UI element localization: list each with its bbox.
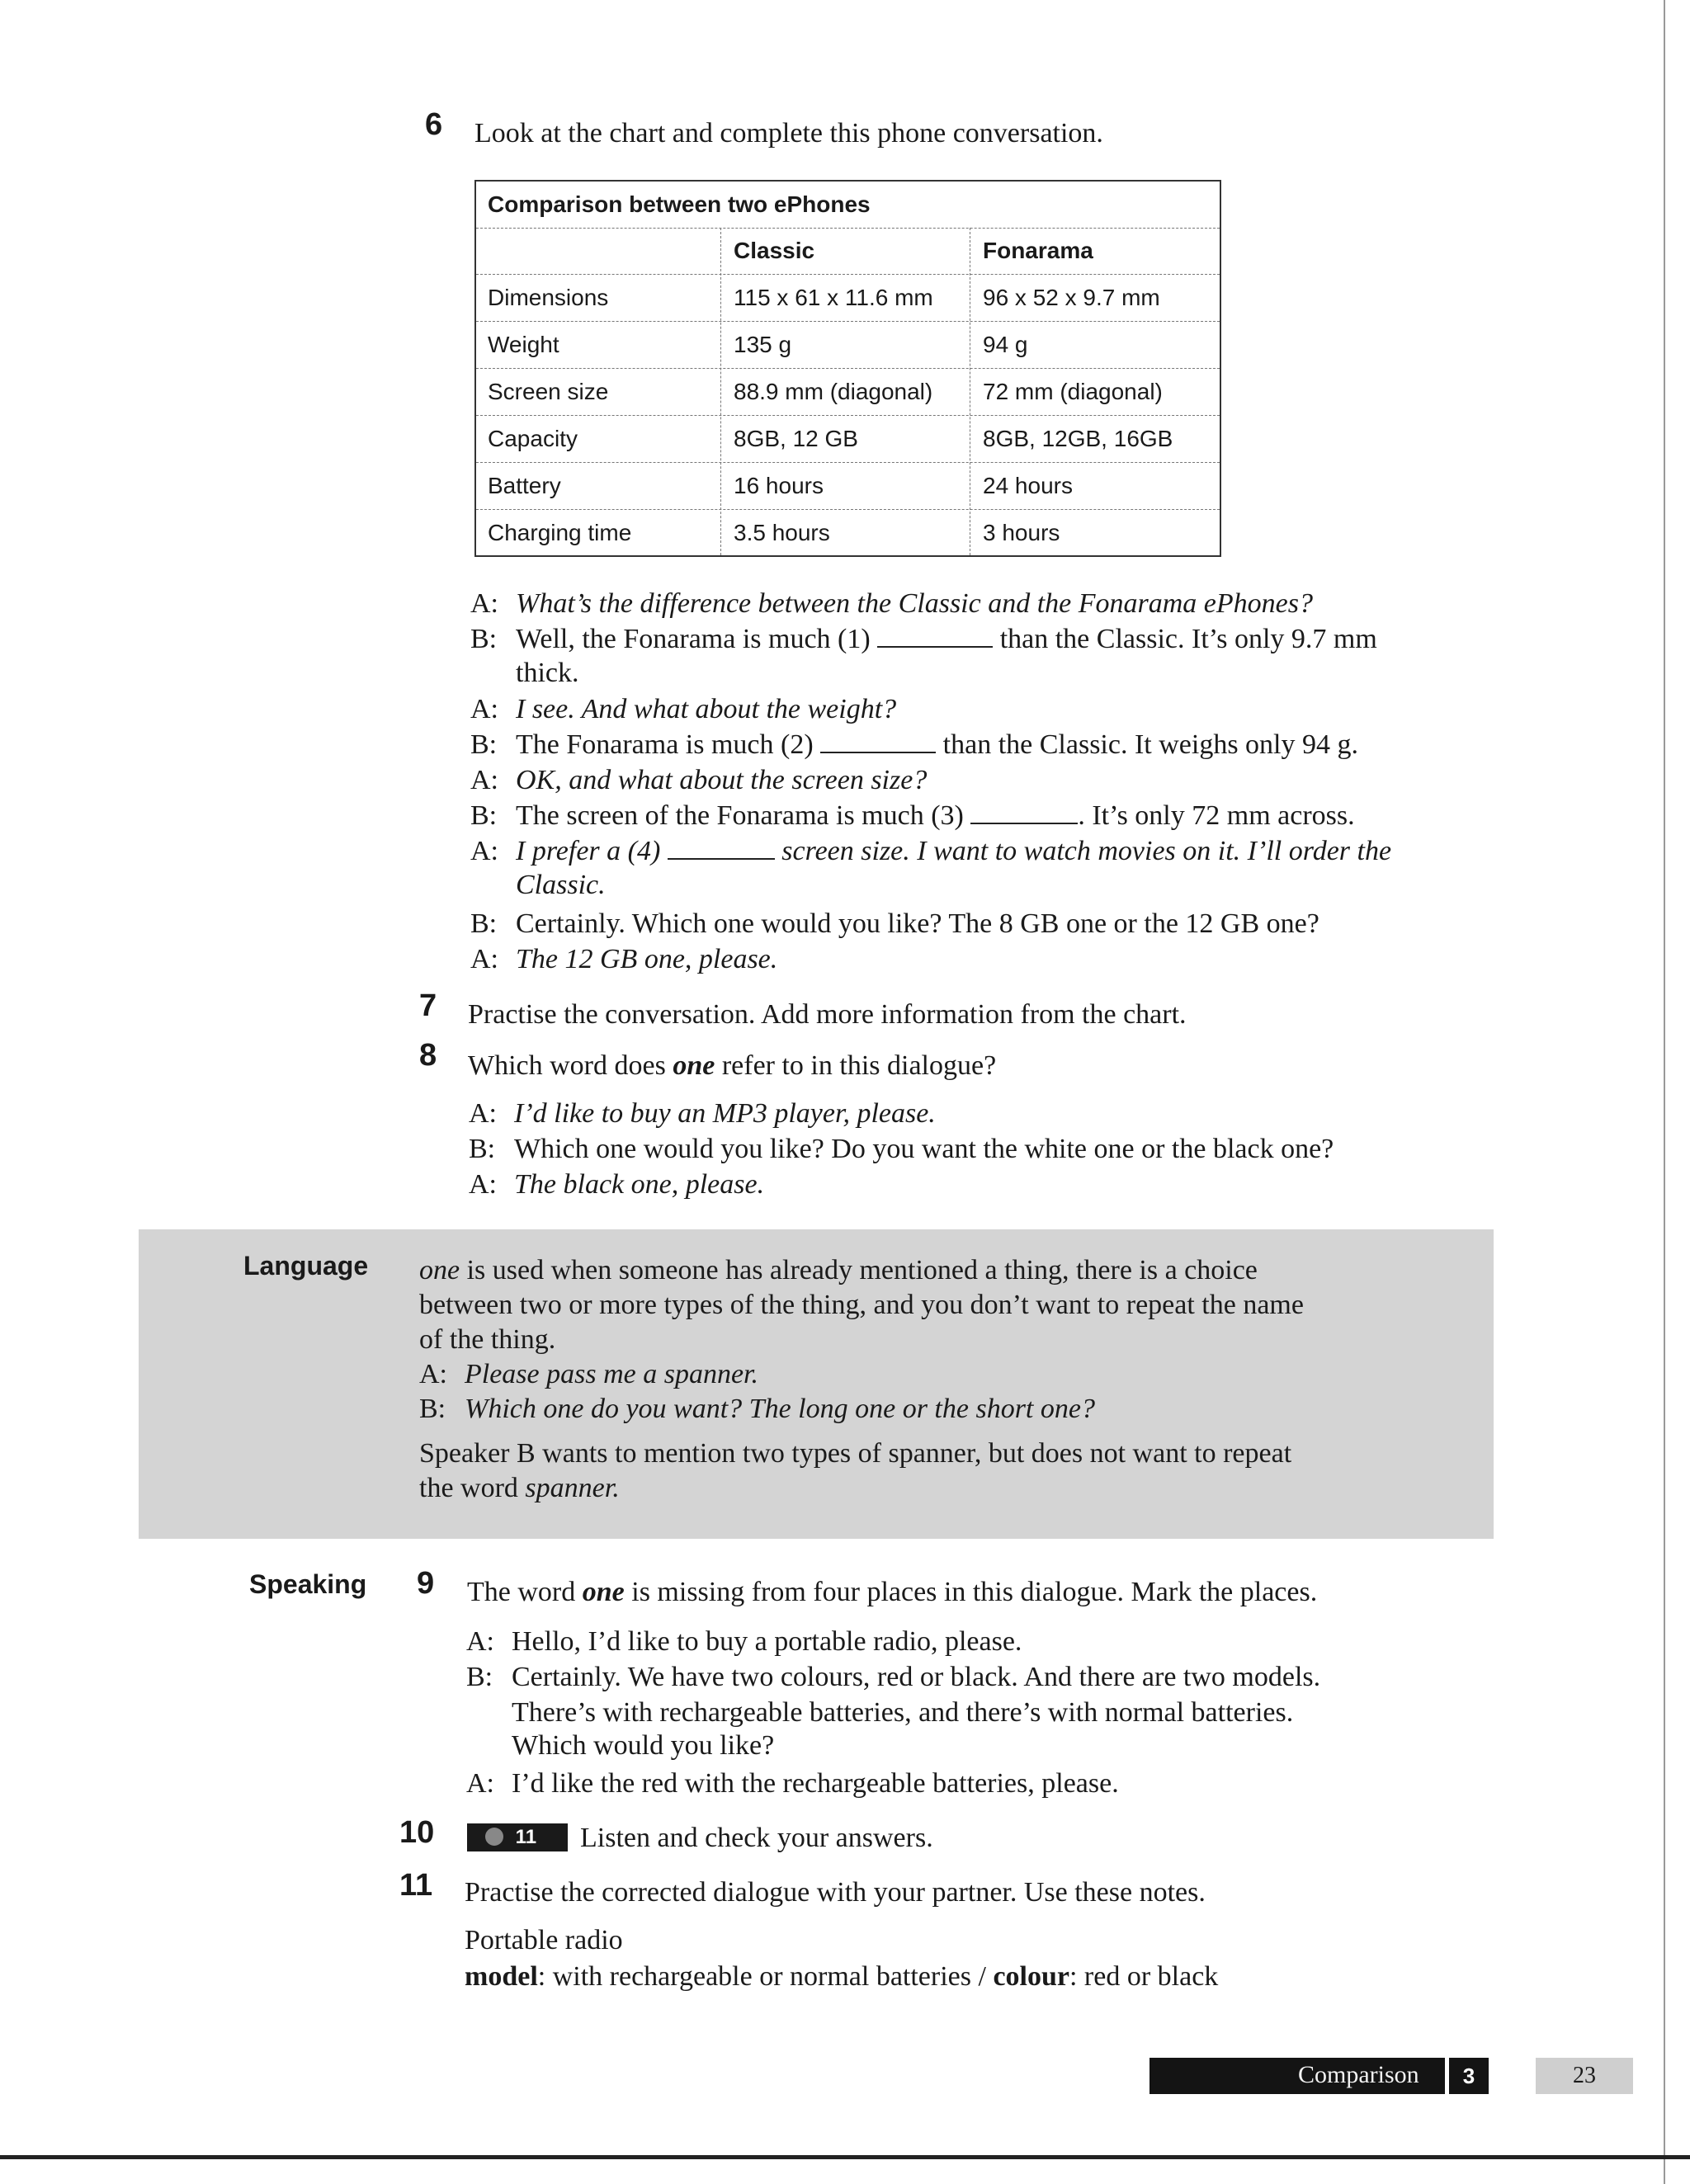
speaker-label: A: [419, 1359, 447, 1389]
dialogue-line: There’s with rechargeable batteries, and there’s with normal batteries. [512, 1697, 1294, 1728]
notes-label: model [465, 1961, 538, 1992]
speaking-label: Speaking [249, 1569, 367, 1599]
instruction-text: refer to in this dialogue? [721, 1050, 997, 1081]
dialogue-line: What’s the difference between the Classic and the Fonarama ePhones? [516, 588, 1313, 619]
dialogue-line: The black one, please. [514, 1169, 765, 1200]
footer-section-title: Comparison [1298, 2061, 1419, 2088]
emphasis-word: one [419, 1255, 460, 1285]
dialogue-text: than the Classic. It’s only 9.7 mm [999, 624, 1377, 654]
exercise-10-instruction: Listen and check your answers. [580, 1823, 933, 1853]
dialogue-text: I prefer a (4) [516, 836, 661, 866]
table-header-classic: Classic [734, 238, 815, 263]
language-text-line: between two or more types of the thing, and you don’t want to repeat the name [419, 1290, 1304, 1320]
dialogue-line: Certainly. We have two colours, red or black. And there are two models. [512, 1662, 1321, 1692]
exercise-11-number: 11 [399, 1868, 433, 1903]
speaker-label: A: [470, 765, 498, 795]
bottom-rule [0, 2155, 1690, 2159]
dialogue-line: Which would you like? [512, 1730, 775, 1761]
table-cell: 3.5 hours [734, 520, 830, 545]
exercise-8-dialogue [469, 1096, 1508, 1207]
table-row-label: Weight [488, 332, 559, 357]
speaker-label: A: [466, 1768, 494, 1799]
language-text-line: is used when someone has already mentioned a thing, there is a choice [466, 1255, 1258, 1285]
dialogue-line [516, 833, 1510, 869]
speaker-label: A: [470, 836, 498, 866]
dialogue-line: Classic. [516, 870, 606, 900]
speaker-label: B: [469, 1134, 496, 1164]
table-cell: 8GB, 12GB, 16GB [983, 426, 1173, 451]
exercise-6-number: 6 [425, 107, 443, 142]
table-row-label: Charging time [488, 520, 632, 545]
comparison-table [474, 180, 1221, 557]
example-line: Which one do you want? The long one or the short one? [465, 1394, 1095, 1424]
table-cell: 3 hours [983, 520, 1060, 545]
notes-text: : red or black [1069, 1961, 1219, 1992]
example-line: Please pass me a spanner. [465, 1359, 759, 1389]
speaker-label: B: [470, 729, 498, 760]
emphasis-word: one [673, 1050, 715, 1081]
answer-blank-2[interactable] [820, 729, 936, 753]
instruction-text: The word [467, 1577, 576, 1607]
language-text-line: Speaker B wants to mention two types of spanner, but does not want to repeat [419, 1438, 1292, 1469]
exercise-9-dialogue [466, 1624, 1506, 1805]
exercise-10-number: 10 [399, 1815, 435, 1850]
notes-label: colour [993, 1961, 1069, 1992]
dialogue-line: Certainly. Which one would you like? The 8 GB one or the 12 GB one? [516, 908, 1319, 939]
speaker-label: A: [466, 1626, 494, 1657]
table-header-fonarama: Fonarama [983, 238, 1093, 263]
speaker-label: B: [466, 1662, 493, 1692]
exercise-9-number: 9 [417, 1566, 435, 1601]
notes-line [465, 1959, 1218, 1994]
dialogue-text: The screen of the Fonarama is much (3) [516, 800, 964, 831]
exercise-7-number: 7 [419, 988, 437, 1023]
language-text-line: of the thing. [419, 1324, 556, 1355]
dialogue-line: OK, and what about the screen size? [516, 765, 928, 795]
speaker-label: B: [470, 624, 498, 654]
dialogue-line: Hello, I’d like to buy a portable radio, please. [512, 1626, 1022, 1657]
footer-unit-number: 3 [1449, 2058, 1489, 2094]
language-text [419, 1252, 1484, 1533]
table-cell: 96 x 52 x 9.7 mm [983, 285, 1160, 310]
table-cell: 72 mm (diagonal) [983, 379, 1163, 404]
exercise-6-dialogue [470, 586, 1510, 982]
table-title: Comparison between two ePhones [488, 191, 871, 217]
exercise-11-instruction: Practise the corrected dialogue with your partner. Use these notes. [465, 1877, 1206, 1908]
table-cell: 94 g [983, 332, 1028, 357]
exercise-6-instruction: Look at the chart and complete this phone conversation. [474, 118, 1103, 149]
dialogue-line: I see. And what about the weight? [516, 694, 897, 724]
dialogue-line: thick. [516, 658, 579, 688]
dialogue-text: Well, the Fonarama is much (1) [516, 624, 871, 654]
table-cell: 88.9 mm (diagonal) [734, 379, 933, 404]
dialogue-line: I’d like the red with the rechargeable batteries, please. [512, 1768, 1119, 1799]
dialogue-line [516, 621, 1510, 657]
speaker-label: A: [470, 588, 498, 619]
table-row-label: Capacity [488, 426, 578, 451]
speaker-label: A: [469, 1098, 497, 1129]
exercise-9-instruction [467, 1574, 1317, 1610]
instruction-text: is missing from four places in this dialogue. Mark the places. [631, 1577, 1318, 1607]
table-cell: 8GB, 12 GB [734, 426, 858, 451]
dialogue-line: I’d like to buy an MP3 player, please. [514, 1098, 936, 1129]
table-row-label: Battery [488, 473, 561, 498]
speaker-label: A: [469, 1169, 497, 1200]
answer-blank-3[interactable] [970, 800, 1078, 824]
dialogue-text: The Fonarama is much (2) [516, 729, 814, 760]
exercise-7-instruction: Practise the conversation. Add more information from the chart. [468, 999, 1187, 1030]
instruction-text: Which word does [468, 1050, 666, 1081]
dialogue-line [516, 798, 1510, 833]
speaker-label: A: [470, 944, 498, 974]
emphasis-word: one [582, 1577, 625, 1607]
table-cell: 24 hours [983, 473, 1073, 498]
page-edge-line [1664, 0, 1665, 2184]
emphasis-word: spanner. [525, 1473, 620, 1503]
dialogue-text: screen size. I want to watch movies on it. I’ll order the [781, 836, 1392, 866]
page-number: 23 [1536, 2058, 1633, 2094]
language-label: Language [243, 1251, 369, 1281]
notes-text: : with rechargeable or normal batteries / [537, 1961, 986, 1992]
audio-track-badge[interactable] [467, 1823, 568, 1851]
answer-blank-1[interactable] [877, 623, 993, 648]
exercise-8-number: 8 [419, 1038, 437, 1073]
table-cell: 135 g [734, 332, 792, 357]
dialogue-line [516, 727, 1510, 762]
speaker-label: B: [470, 800, 498, 831]
table-row-label: Dimensions [488, 285, 609, 310]
speaker-label: B: [419, 1394, 446, 1424]
cd-icon [485, 1828, 503, 1846]
dialogue-text: than the Classic. It weighs only 94 g. [942, 729, 1358, 760]
dialogue-text: . It’s only 72 mm across. [1078, 800, 1355, 831]
table-cell: 115 x 61 x 11.6 mm [734, 285, 933, 310]
speaker-label: B: [470, 908, 498, 939]
table-cell: 16 hours [734, 473, 824, 498]
dialogue-line: The 12 GB one, please. [516, 944, 778, 974]
table-row-label: Screen size [488, 379, 609, 404]
speaker-label: A: [470, 694, 498, 724]
answer-blank-4[interactable] [668, 835, 775, 860]
audio-track-number: 11 [515, 1826, 537, 1848]
exercise-8-instruction [468, 1048, 996, 1083]
dialogue-line: Which one would you like? Do you want the white one or the black one? [514, 1134, 1334, 1164]
language-text-line: the word [419, 1473, 518, 1503]
notes-title: Portable radio [465, 1925, 623, 1955]
